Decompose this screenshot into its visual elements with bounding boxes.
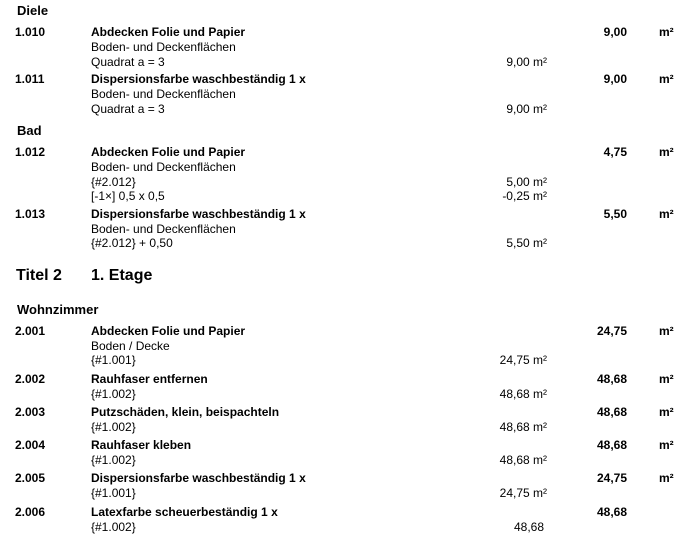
calc-value: 48,68	[513, 520, 544, 534]
position-title: Abdecken Folie und Papier	[91, 324, 246, 338]
calc-formula: {#1.002}	[91, 520, 136, 534]
position-number: 1.011	[15, 72, 45, 86]
position-number: 2.004	[15, 438, 46, 452]
section-heading-bad: Bad	[17, 123, 42, 138]
position-unit: m²	[659, 145, 674, 159]
position-unit: m²	[659, 471, 674, 485]
calc-value: 24,75 m²	[499, 486, 547, 500]
calc-formula: {#1.002}	[91, 453, 136, 467]
position-description: Boden- und Deckenflächen	[91, 87, 236, 101]
titel-label: Titel 2	[16, 267, 62, 284]
calc-formula: {#1.002}	[91, 420, 136, 434]
calc-value: -0,25 m²	[502, 189, 547, 203]
calc-formula: {#1.001}	[91, 353, 136, 367]
position-unit: m²	[659, 372, 674, 386]
position-quantity: 5,50	[603, 207, 627, 221]
calc-formula: {#2.012}	[91, 175, 136, 189]
calc-value: 5,50 m²	[506, 236, 547, 250]
position-quantity: 48,68	[596, 405, 627, 419]
position-title: Latexfarbe scheuerbeständig 1 x	[91, 505, 278, 519]
position-unit: m²	[659, 72, 674, 86]
position-title: Abdecken Folie und Papier	[91, 25, 246, 39]
position-quantity: 9,00	[603, 25, 627, 39]
position-description: Boden- und Deckenflächen	[91, 160, 236, 174]
section-heading-wohnzimmer: Wohnzimmer	[17, 302, 99, 317]
calc-formula: {#1.002}	[91, 387, 136, 401]
position-title: Rauhfaser kleben	[91, 438, 192, 452]
position-title: Dispersionsfarbe waschbeständig 1 x	[91, 207, 306, 221]
position-quantity: 48,68	[596, 438, 627, 452]
position-quantity: 4,75	[603, 145, 627, 159]
position-number: 2.002	[15, 372, 46, 386]
position-number: 1.010	[15, 25, 46, 39]
calc-value: 9,00 m²	[506, 102, 547, 116]
calc-formula: Quadrat a = 3	[91, 55, 165, 69]
position-number: 2.005	[15, 471, 46, 485]
calc-formula: {#2.012} + 0,50	[91, 236, 173, 250]
position-number: 2.006	[15, 505, 46, 519]
position-number: 2.001	[15, 324, 46, 338]
position-title: Dispersionsfarbe waschbeständig 1 x	[91, 72, 306, 86]
calc-formula: Quadrat a = 3	[91, 102, 165, 116]
position-title: Abdecken Folie und Papier	[91, 145, 246, 159]
position-unit: m²	[659, 438, 674, 452]
calc-value: 48,68 m²	[499, 420, 547, 434]
calc-formula: [-1×] 0,5 x 0,5	[91, 189, 165, 203]
position-description: Boden / Decke	[91, 339, 170, 353]
calc-value: 48,68 m²	[499, 387, 547, 401]
position-number: 1.013	[15, 207, 46, 221]
position-title: Rauhfaser entfernen	[91, 372, 208, 386]
position-unit: m²	[659, 207, 674, 221]
position-quantity: 24,75	[596, 471, 627, 485]
position-unit: m²	[659, 25, 674, 39]
position-number: 2.003	[15, 405, 46, 419]
calc-value: 24,75 m²	[499, 353, 547, 367]
position-number: 1.012	[15, 145, 46, 159]
position-quantity: 48,68	[596, 372, 627, 386]
position-description: Boden- und Deckenflächen	[91, 40, 236, 54]
section-heading-diele: Diele	[17, 3, 49, 18]
calc-value: 5,00 m²	[506, 175, 547, 189]
position-description: Boden- und Deckenflächen	[91, 222, 236, 236]
position-unit: m²	[659, 405, 674, 419]
position-title: Putzschäden, klein, beispachteln	[91, 405, 280, 419]
titel-name: 1. Etage	[91, 267, 153, 284]
calc-value: 9,00 m²	[506, 55, 547, 69]
position-unit: m²	[659, 324, 674, 338]
position-quantity: 24,75	[596, 324, 627, 338]
position-quantity: 48,68	[596, 505, 627, 519]
calc-formula: {#1.001}	[91, 486, 136, 500]
position-title: Dispersionsfarbe waschbeständig 1 x	[91, 471, 306, 485]
calc-value: 48,68 m²	[499, 453, 547, 467]
position-quantity: 9,00	[603, 72, 627, 86]
